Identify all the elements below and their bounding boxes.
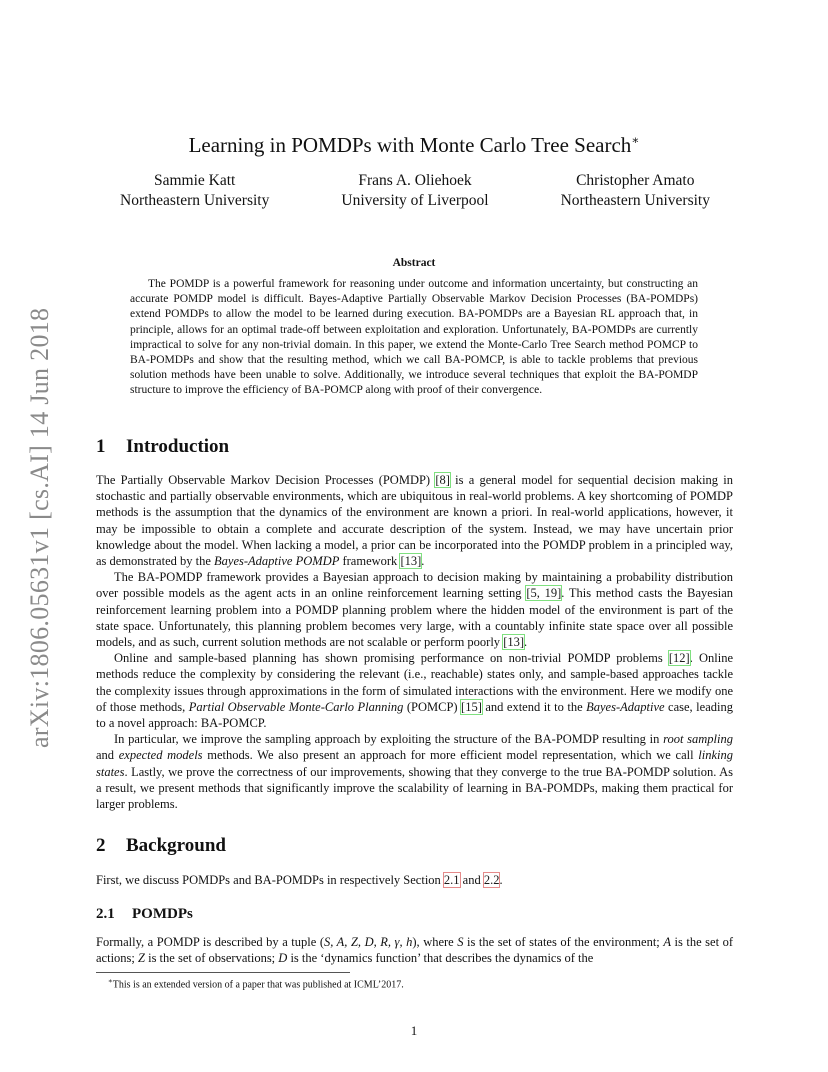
author-block bbox=[120, 171, 710, 211]
text-run: Online and sample-based planning has shown promising performance on non-trivial POMDP problems bbox=[114, 651, 669, 666]
citation-link[interactable]: [5, 19] bbox=[526, 586, 562, 601]
footnote-divider bbox=[96, 972, 350, 973]
text-run: . bbox=[421, 554, 425, 569]
text-run: The BA-POMDP framework provides a Bayesian approach to decision making by maintaining a probability distribution over possible models as the agent acts in an online reinforcement learning setting bbox=[96, 570, 733, 601]
intro-paragraph-4 bbox=[96, 731, 733, 812]
citation-link[interactable]: [13] bbox=[503, 635, 525, 650]
text-run: is a general model for sequential decision making in stochastic and partially observable environments, which are ubiquitous in real-world problems. A key shortcoming of POMDP methods is the assumption that the dynamics of the environment are known a priori. In real-world applications, however, it may be impossible to obtain a complete and accurate description of the system. Instead, we may have uncertain prior knowledge about the model. When lacking a model, a prior can be incorporated into the POMDP problem in a principled way, as demonstrated by the bbox=[96, 473, 733, 569]
emphasis: Bayes-Adaptive bbox=[586, 699, 665, 714]
arxiv-side-identifier: arXiv:1806.05631v1 [cs.AI] 14 Jun 2018 bbox=[25, 307, 54, 749]
citation-link[interactable]: [13] bbox=[400, 554, 422, 569]
math-symbol: A bbox=[663, 935, 671, 949]
text-run: ), where bbox=[412, 935, 458, 949]
section-number: 2.1 bbox=[96, 906, 115, 922]
emphasis: root sampling bbox=[663, 732, 733, 747]
abstract-body bbox=[130, 277, 698, 399]
text-run: case, leading to a novel approach: BA-POMCP. bbox=[96, 699, 733, 731]
text-run: . Online methods reduce the complexity by considering the relevant (i.e., reachable) states only, and sample-based approaches tackle the complexity issues through approximations in the form of simulated interactions with the environment. Here we modify one of those methods, bbox=[96, 651, 733, 714]
text-run: . Lastly, we prove the correctness of our improvements, showing that they converge to the true BA-POMDP solution. As a result, we present methods that significantly improve the scalability of learning in BA-POMDPs, making them practical for larger problems. bbox=[96, 764, 733, 812]
title-footnote-mark[interactable]: ∗ bbox=[631, 133, 640, 147]
intro-paragraph-1 bbox=[96, 472, 733, 569]
section-ref-link[interactable]: 2.1 bbox=[443, 873, 460, 887]
author-name: Sammie Katt bbox=[154, 172, 236, 189]
footnote-text: This is an extended version of a paper that was published at ICML’2017. bbox=[112, 979, 404, 991]
text-run: framework bbox=[339, 554, 401, 569]
text-run: The Partially Observable Markov Decision Processes (POMDP) bbox=[96, 473, 436, 487]
text-run: is the set of observations; bbox=[144, 951, 279, 966]
emphasis: linking states bbox=[96, 748, 733, 779]
section-heading-introduction bbox=[96, 436, 229, 458]
math-tuple: S, A, Z, D, R, γ, h bbox=[323, 935, 413, 949]
text-run: (POMCP) bbox=[403, 699, 462, 714]
text-run: First, we discuss POMDPs and BA-POMDPs in respectively Section bbox=[96, 873, 444, 887]
paper-title bbox=[0, 127, 828, 158]
abstract-heading: Abstract bbox=[392, 257, 436, 269]
citation-link[interactable]: [15] bbox=[461, 699, 482, 714]
footnote bbox=[108, 977, 404, 990]
author-2 bbox=[341, 171, 488, 211]
text-run: is the set of states of the environment; bbox=[463, 935, 664, 949]
text-run: In particular, we improve the sampling approach by exploiting the structure of the BA-POMDP resulting in bbox=[114, 732, 664, 747]
citation-link[interactable]: [12] bbox=[668, 651, 690, 666]
page-number: 1 bbox=[410, 1023, 418, 1038]
abstract-paragraph: The POMDP is a powerful framework for reasoning under outcome and information uncertainty, but constructing an accurate POMDP model is difficult. Bayes-Adaptive Partially Observable Markov Decision Processes (BA-POMDPs) extend POMDPs to allow the model to be learned during execution. BA-POMDPs are a Bayesian RL approach that, in principle, allows for an optimal trade-off between exploitation and exploration. Unfortunately, BA-POMDPs are currently impractical to solve for any non-trivial domain. In this paper, we extend the Monte-Carlo Tree Search method POMCP to BA-POMDPs and show that the resulting method, which we call BA-POMCP, is able to tackle problems that previous solution methods have been unable to solve. Additionally, we introduce several techniques that exploit the BA-POMDP structure to improve the efficiency of BA-POMCP along with proof of their convergence. bbox=[130, 278, 698, 397]
emphasis: Bayes-Adaptive POMDP bbox=[214, 554, 340, 569]
text-run: is the set of actions; bbox=[96, 935, 733, 966]
text-run: . bbox=[499, 873, 503, 887]
paper-title-text: Learning in POMDPs with Monte Carlo Tree Search bbox=[188, 133, 632, 157]
pomdps-body bbox=[96, 934, 733, 966]
citation-link[interactable]: [8] bbox=[435, 473, 450, 487]
math-symbol: S bbox=[457, 935, 464, 949]
pomdps-paragraph bbox=[96, 934, 733, 966]
intro-paragraph-3 bbox=[96, 650, 733, 731]
section-title: Introduction bbox=[126, 436, 230, 457]
background-body bbox=[96, 872, 733, 888]
author-1 bbox=[120, 171, 269, 211]
author-affiliation: University of Liverpool bbox=[341, 192, 489, 209]
text-run: and bbox=[459, 873, 484, 887]
author-affiliation: Northeastern University bbox=[120, 192, 270, 209]
background-paragraph bbox=[96, 872, 733, 888]
emphasis: expected models bbox=[118, 748, 203, 763]
footnote-mark: ∗ bbox=[108, 977, 113, 985]
emphasis: Partial Observable Monte-Carlo Planning bbox=[188, 699, 404, 714]
text-run: . This method casts the Bayesian reinforcement learning problem into a POMDP planning problem where the hidden model of the environment is part of the state space. Unfortunately, this planning problem becomes very large, with a countably infinite state space over all possible models, and as such, current solution methods are not scalable or perform poorly bbox=[96, 586, 733, 650]
intro-paragraph-2 bbox=[96, 569, 733, 650]
section-title: Background bbox=[126, 835, 226, 856]
text-run: and bbox=[96, 748, 119, 763]
subsection-heading-pomdps bbox=[96, 906, 193, 923]
section-number: 2 bbox=[96, 835, 106, 856]
text-run: . bbox=[524, 635, 528, 650]
section-title: POMDPs bbox=[132, 906, 193, 922]
author-affiliation: Northeastern University bbox=[560, 192, 710, 209]
text-run: is the ‘dynamics function’ that describes the dynamics of the bbox=[287, 951, 594, 966]
section-ref-link[interactable]: 2.2 bbox=[483, 873, 500, 887]
text-run: methods. We also present an approach for more efficient model representation, which we call bbox=[202, 748, 699, 763]
text-run: Formally, a POMDP is described by a tuple ( bbox=[96, 935, 324, 949]
author-name: Christopher Amato bbox=[576, 172, 695, 189]
math-symbol: D bbox=[278, 951, 288, 966]
author-3 bbox=[561, 171, 710, 211]
section-number: 1 bbox=[96, 436, 106, 457]
math-symbol: Z bbox=[138, 951, 145, 966]
section-heading-background bbox=[96, 835, 226, 857]
author-name: Frans A. Oliehoek bbox=[358, 172, 472, 189]
text-run: and extend it to the bbox=[481, 699, 587, 714]
introduction-body bbox=[96, 472, 733, 812]
